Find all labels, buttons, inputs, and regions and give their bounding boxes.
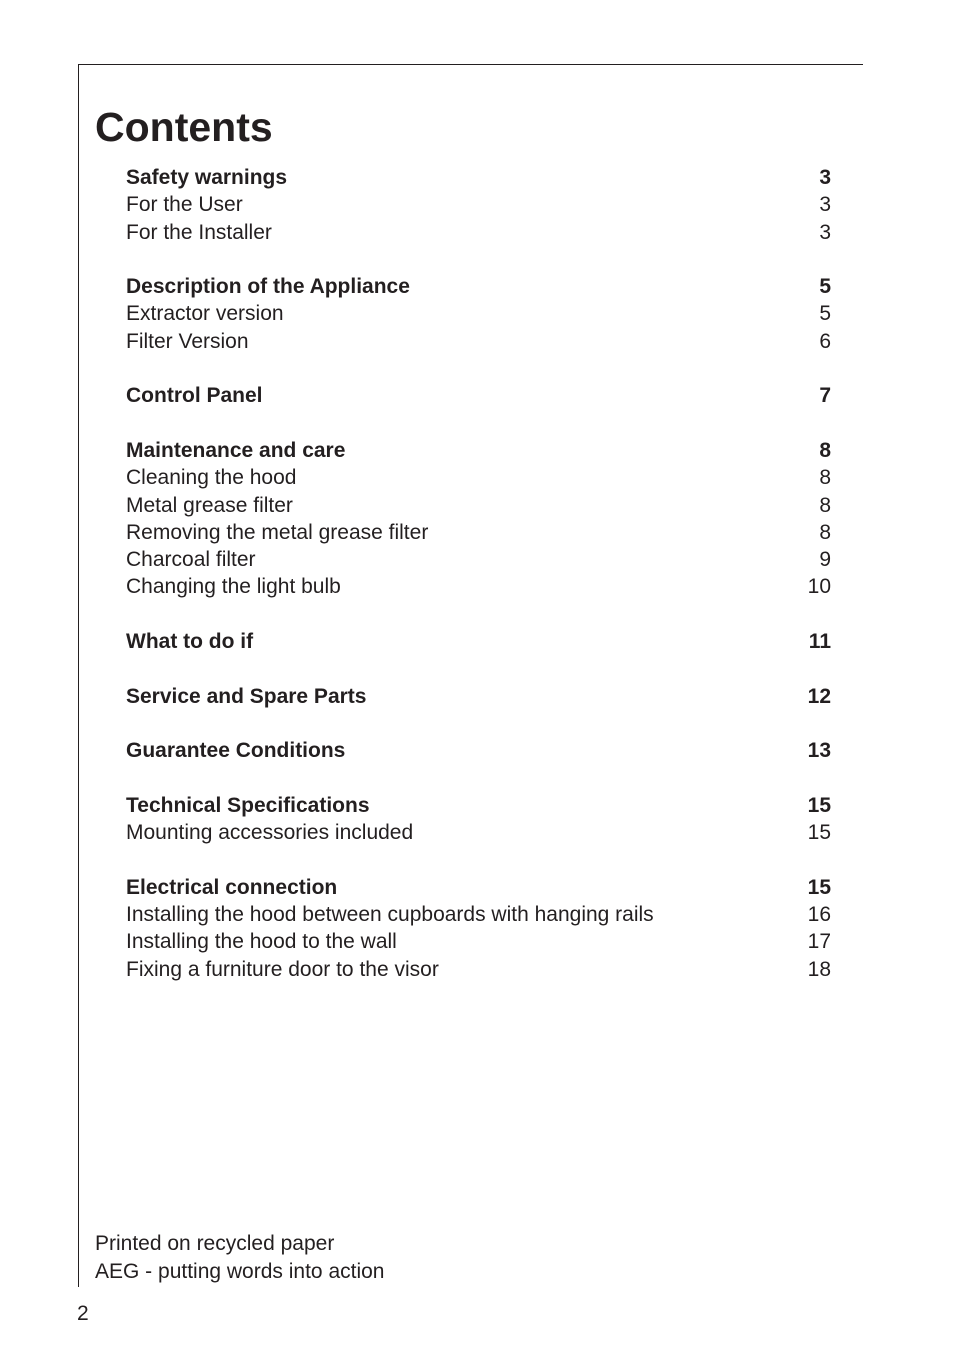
toc-entry-page: 7	[819, 384, 831, 408]
page-number: 2	[77, 1302, 89, 1325]
toc-section-heading	[126, 273, 831, 300]
toc-entry-page: 15	[807, 821, 831, 845]
toc-entry-label: Changing the light bulb	[126, 575, 341, 599]
footer-recycled-note: Printed on recycled paper	[95, 1232, 335, 1255]
toc-entry-label: Technical Specifications	[126, 793, 370, 817]
toc-entry	[126, 546, 831, 573]
toc-entry-label: Metal grease filter	[126, 493, 293, 517]
toc-entry-page: 16	[807, 903, 831, 927]
toc-entry	[126, 519, 831, 546]
toc-entry-label: Mounting accessories included	[126, 821, 414, 845]
toc-entry-page: 15	[807, 875, 831, 899]
footer-slogan: AEG - putting words into action	[95, 1259, 385, 1283]
toc-entry	[126, 191, 831, 218]
toc-entry-page: 18	[807, 957, 831, 981]
toc-entry	[126, 819, 831, 846]
toc-entry-page: 8	[819, 493, 831, 517]
toc-entry-label: Extractor version	[126, 302, 284, 326]
toc-section-heading	[126, 382, 831, 409]
toc-entry-page: 11	[808, 630, 831, 654]
toc-entry-label: Fixing a furniture door to the visor	[126, 957, 439, 981]
toc-entry-label: Installing the hood between cupboards with hanging rails	[126, 903, 654, 927]
toc-entry-label: Maintenance and care	[126, 438, 346, 462]
toc-entry-label: Charcoal filter	[126, 548, 256, 572]
toc-entry-page: 15	[807, 793, 831, 817]
toc-entry	[126, 901, 831, 928]
toc-entry-label: Description of the Appliance	[126, 275, 410, 299]
toc-entry-label: Safety warnings	[126, 166, 288, 189]
toc-entry	[126, 300, 831, 327]
toc-entry	[126, 328, 831, 355]
toc-entry-label: Cleaning the hood	[126, 466, 297, 490]
toc-entry	[126, 956, 831, 983]
toc-entry	[126, 492, 831, 519]
table-of-contents	[126, 164, 831, 983]
page-title: Contents	[95, 104, 273, 150]
toc-entry-label: Filter Version	[126, 329, 249, 353]
toc-entry-label: Electrical connection	[126, 875, 338, 899]
toc-entry-page: 3	[819, 166, 831, 189]
toc-entry-page: 8	[819, 466, 831, 490]
toc-entry-page: 8	[819, 520, 831, 544]
toc-entry-label: Removing the metal grease filter	[126, 520, 429, 544]
toc-entry-label: For the Installer	[126, 220, 272, 244]
toc-entry-page: 6	[819, 329, 831, 353]
toc-entry	[126, 573, 831, 600]
toc-section-heading	[126, 437, 831, 464]
footer	[95, 1230, 384, 1285]
toc-entry	[126, 928, 831, 955]
toc-entry-page: 12	[807, 684, 831, 708]
toc-entry-page: 8	[819, 438, 831, 462]
toc-entry-page: 3	[819, 193, 831, 217]
frame-top-rule	[78, 64, 863, 65]
toc-entry-label: Service and Spare Parts	[126, 684, 367, 708]
toc-section-heading	[126, 683, 831, 710]
toc-entry-page: 9	[819, 548, 831, 572]
toc-section-heading	[126, 792, 831, 819]
toc-entry-label: Installing the hood to the wall	[126, 930, 397, 954]
toc-entry-label: Guarantee Conditions	[126, 739, 346, 763]
frame-left-rule	[78, 64, 79, 1287]
toc-entry	[126, 464, 831, 491]
toc-entry-label: For the User	[126, 193, 243, 217]
toc-entry-page: 13	[807, 739, 831, 763]
toc-section-heading	[126, 737, 831, 764]
toc-section-heading	[126, 164, 831, 191]
toc-section-heading	[126, 628, 831, 655]
toc-entry-page: 5	[819, 275, 831, 299]
toc-entry-page: 17	[807, 930, 831, 954]
toc-entry-page: 10	[807, 575, 831, 599]
toc-entry-label: What to do if	[126, 630, 254, 654]
toc-section-heading	[126, 874, 831, 901]
toc-entry-page: 5	[819, 302, 831, 326]
toc-entry-label: Control Panel	[126, 384, 263, 408]
toc-entry-page: 3	[819, 220, 831, 244]
toc-entry	[126, 219, 831, 246]
